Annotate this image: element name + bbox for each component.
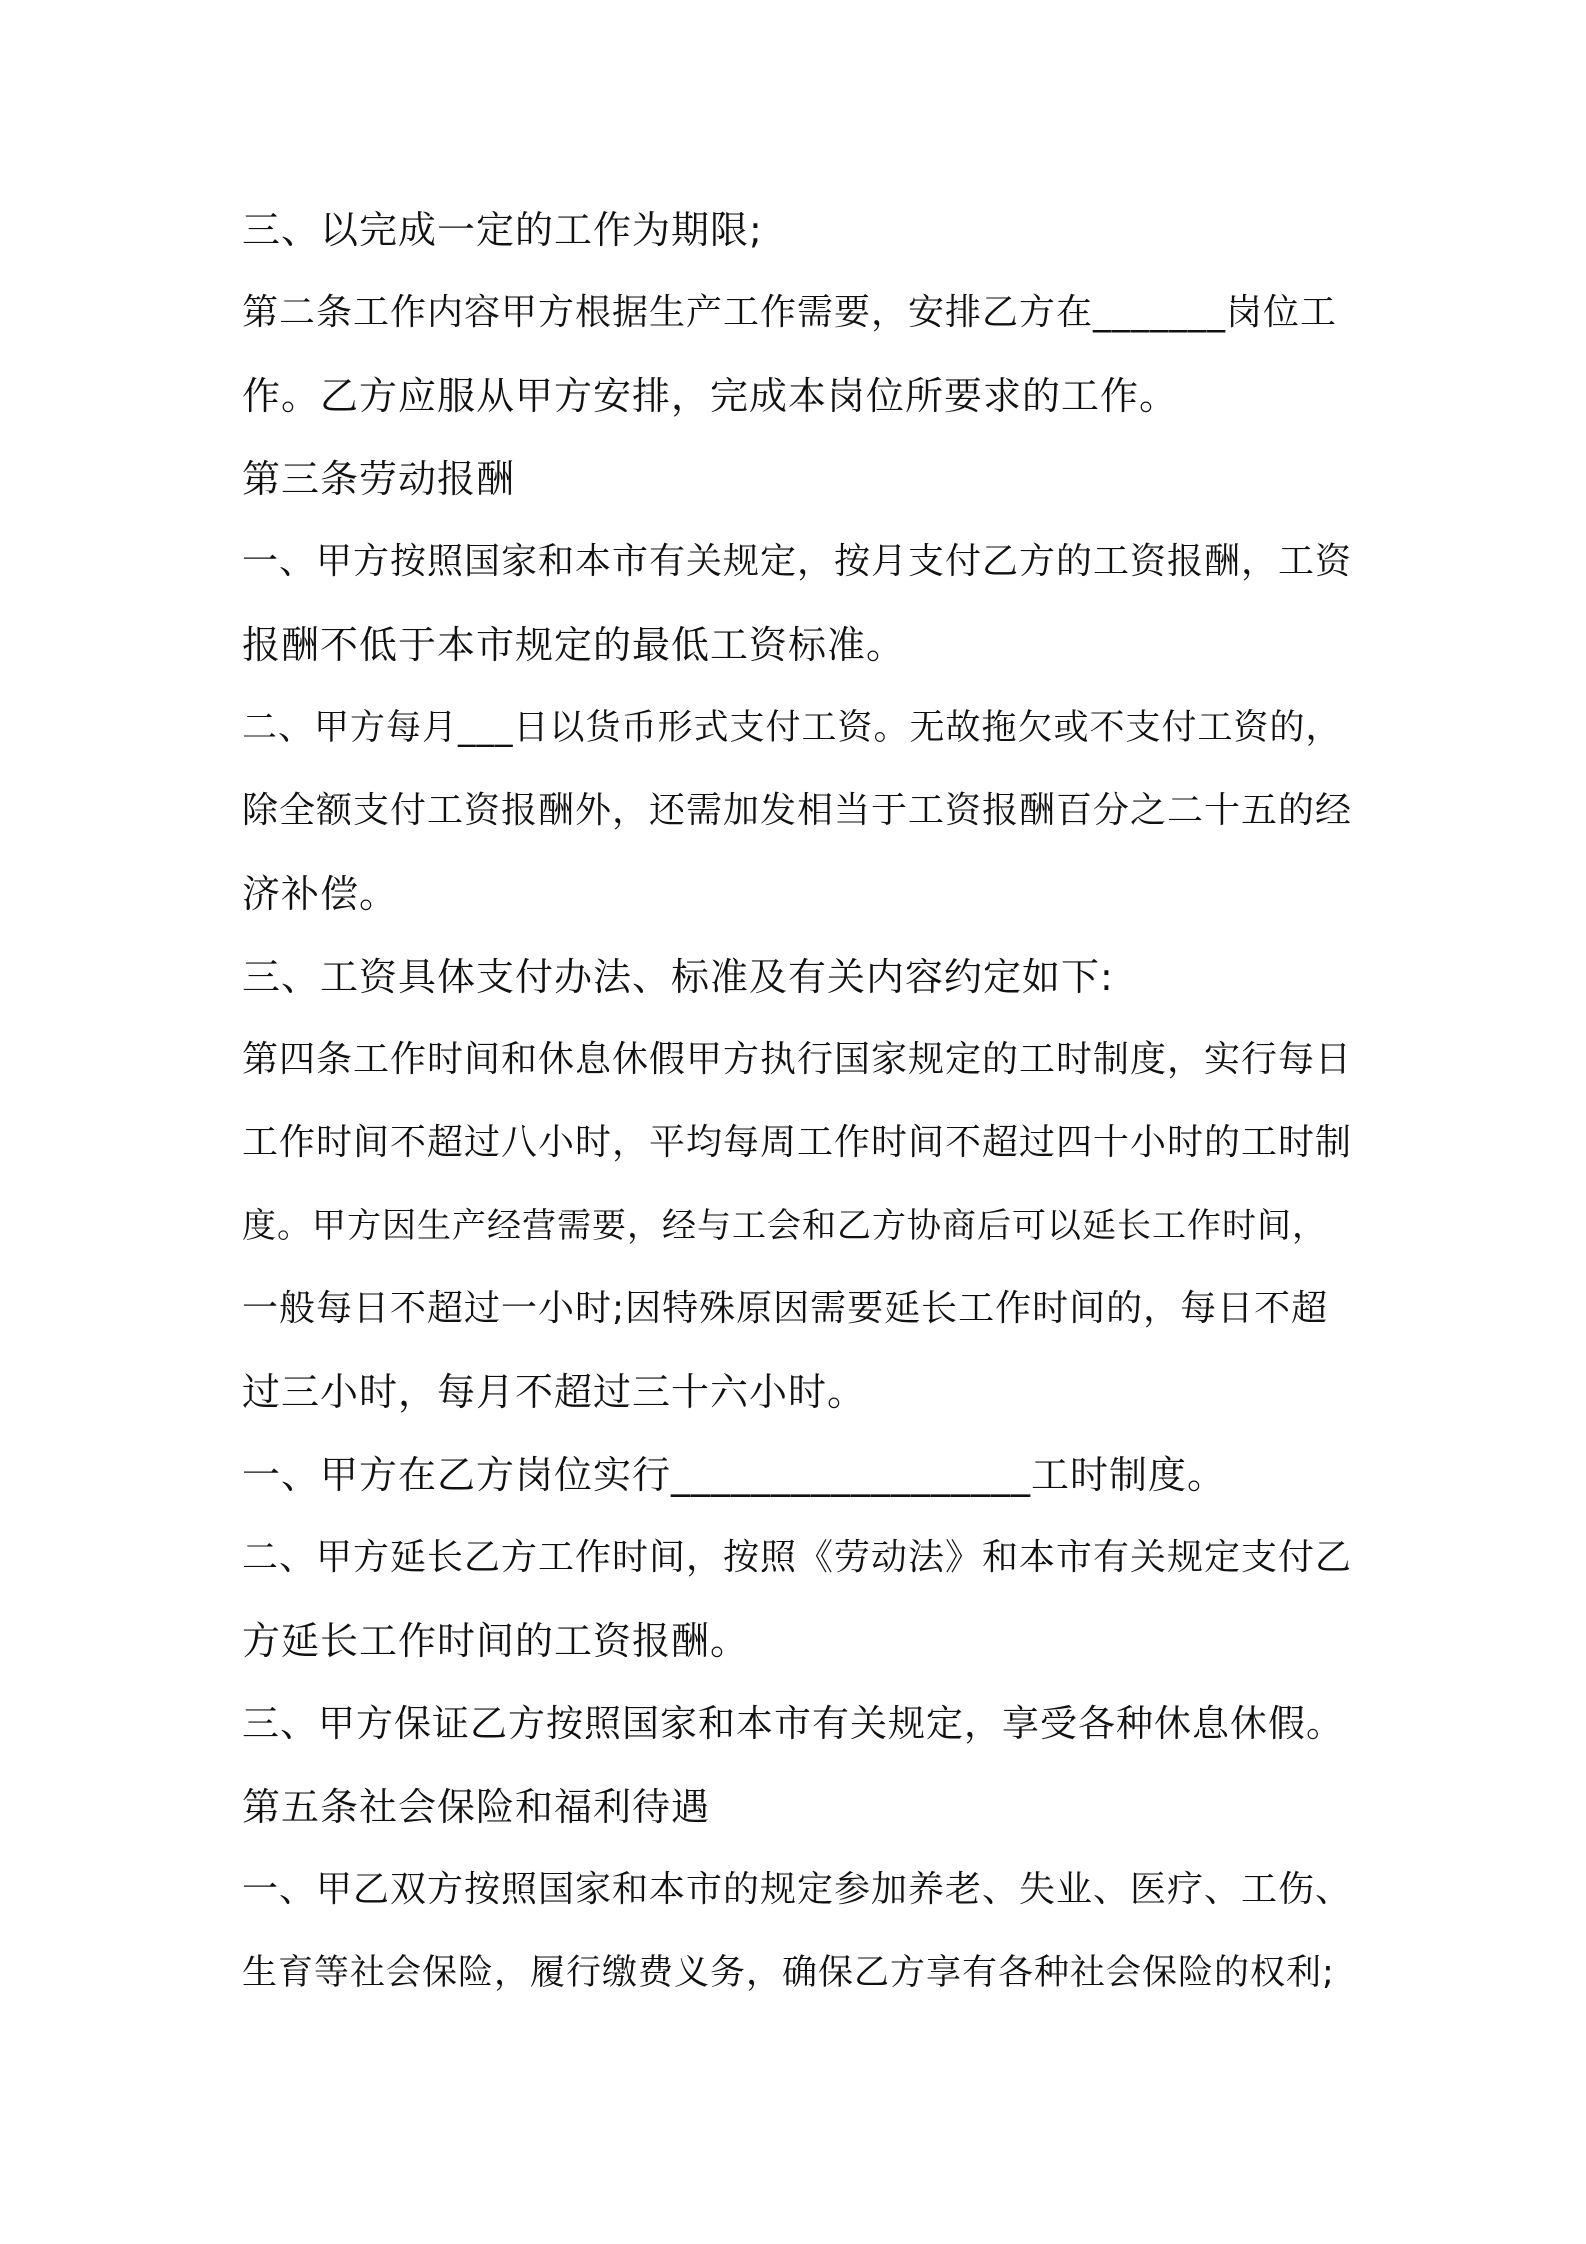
text-line: 度。甲方因生产经营需要，经与工会和乙方协商后可以延长工作时间， [242,1206,1327,1246]
text-line: 除全额支付工资报酬外，还需加发相当于工资报酬百分之二十五的经 [242,790,1353,831]
text-line: 济补偿。 [242,872,399,916]
text-line: 工作时间不超过八小时，平均每周工作时间不超过四十小时的工时制 [242,1122,1353,1163]
text-line: 过三小时，每月不超过三十六小时。 [242,1370,867,1414]
text-line: 一、甲乙双方按照国家和本市的规定参加养老、失业、医疗、工伤、 [242,1869,1353,1910]
text-line: 一般每日不超过一小时;因特殊原因需要延长工作时间的，每日不超 [242,1288,1329,1329]
text-line: 生育等社会保险，履行缴费义务，确保乙方享有各种社会保险的权利; [242,1953,1335,1993]
text-line: 第三条劳动报酬 [242,457,516,501]
text-line: 一、甲方在乙方岗位实行__________________工时制度。 [242,1453,1227,1497]
text-line: 三、工资具体支付办法、标准及有关内容约定如下: [242,955,1114,999]
text-line: 作。乙方应服从甲方安排，完成本岗位所要求的工作。 [242,374,1179,418]
text-line: 第二条工作内容甲方根据生产工作需要，安排乙方在_______岗位工 [242,292,1338,333]
text-line: 二、甲方每月___日以货币形式支付工资。无故拖欠或不支付工资的， [242,708,1342,748]
text-line: 报酬不低于本市规定的最低工资标准。 [242,623,906,667]
text-line: 一、甲方按照国家和本市有关规定，按月支付乙方的工资报酬，工资 [242,541,1353,582]
text-line: 第四条工作时间和休息休假甲方执行国家规定的工时制度，实行每日 [242,1039,1353,1080]
text-line: 第五条社会保险和福利待遇 [242,1785,711,1829]
text-line: 方延长工作时间的工资报酬。 [242,1619,750,1663]
text-line: 三、以完成一定的工作为期限; [242,208,763,252]
text-line: 二、甲方延长乙方工作时间，按照《劳动法》和本市有关规定支付乙 [242,1537,1353,1578]
text-line: 三、甲方保证乙方按照国家和本市有关规定，享受各种休息休假。 [242,1702,1344,1745]
